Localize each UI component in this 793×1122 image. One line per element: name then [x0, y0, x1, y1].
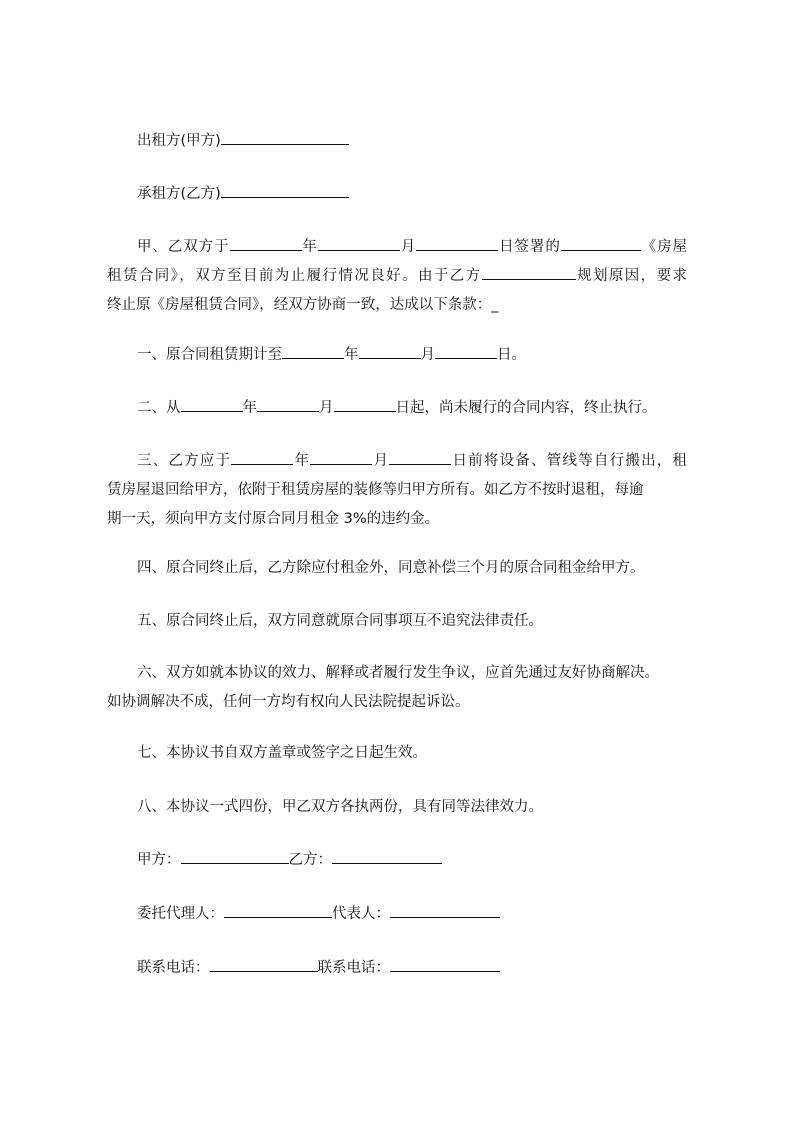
year-blank — [181, 410, 243, 412]
day-blank — [389, 463, 451, 465]
clause-text: 月 — [319, 400, 334, 416]
date-month-blank — [318, 249, 400, 251]
lessee-line — [137, 184, 793, 204]
rep-blank — [390, 916, 500, 918]
intro-text: 规划原因，要求 — [575, 268, 688, 284]
lessor-label: 出租方(甲方) — [137, 133, 221, 149]
lessee-blank — [221, 196, 349, 198]
clause-6-line-1: 六、双方如就本协议的效力、解释或者履行发生争议，应首先通过友好协商解决。 — [137, 665, 659, 681]
clause-7: 七、本协议书自双方盖章或签字之日起生效。 — [137, 745, 427, 761]
party-b-blank — [332, 862, 442, 864]
phone-label-2: 联系电话： — [317, 960, 390, 976]
clause-4: 四、原合同终止后，乙方除应付租金外，同意补偿三个月的原合同租金给甲方。 — [137, 560, 645, 576]
month-blank — [310, 463, 372, 465]
day-blank — [435, 357, 497, 359]
clause-6-line-2: 如协调解决不成，任何一方均有权向人民法院提起诉讼。 — [107, 694, 470, 710]
year-blank — [231, 463, 293, 465]
clause-text: 日前将设备、管线等自行搬出，租 — [451, 453, 688, 469]
phone-blank-2 — [390, 970, 500, 972]
party-blank — [561, 249, 641, 251]
clause-3-line-2: 赁房屋退回给甲方，依附于租赁房屋的装修等归甲方所有。如乙方不按时退租，每逾 — [107, 482, 644, 498]
month-blank — [359, 357, 421, 359]
intro-line-3: 终止原《房屋租赁合同》，经双方协商一致，达成以下条款：_ — [107, 297, 499, 313]
lessor-blank — [221, 143, 349, 145]
agent-label: 委托代理人： — [137, 906, 224, 922]
party-a-label: 甲方： — [137, 852, 181, 868]
clause-1 — [137, 345, 793, 365]
party-b-label: 乙方： — [288, 852, 332, 868]
lessor-line — [137, 131, 793, 151]
clause-text: 月 — [372, 453, 390, 469]
clause-text: 年 — [242, 400, 257, 416]
phone-blank-1 — [210, 970, 318, 972]
clause-5: 五、原合同终止后，双方同意就原合同事项互不追究法律责任。 — [137, 613, 543, 629]
clause-text: 三、乙方应于 — [137, 453, 232, 469]
reason-blank — [482, 278, 576, 280]
year-blank — [282, 357, 344, 359]
intro-text: 《房屋 — [640, 239, 688, 255]
rep-label: 代表人： — [332, 906, 390, 922]
date-year-blank — [230, 249, 302, 251]
intro-line-2 — [107, 266, 687, 286]
intro-text: 甲、乙双方于 — [137, 239, 230, 255]
intro-text: 年 — [301, 239, 318, 255]
clause-3-line-1 — [137, 451, 687, 471]
clause-3-line-3: 期一天，须向甲方支付原合同月租金 3%的违约金。 — [107, 511, 440, 527]
clause-2 — [137, 398, 793, 418]
phone-label-1: 联系电话： — [137, 960, 210, 976]
intro-line-1 — [137, 237, 687, 257]
clause-text: 日起，尚未履行的合同内容，终止执行。 — [395, 400, 657, 416]
agent-blank — [224, 916, 332, 918]
date-day-blank — [416, 249, 498, 251]
intro-text: 月 — [399, 239, 417, 255]
month-blank — [257, 410, 319, 412]
clause-text: 二、从 — [137, 400, 181, 416]
day-blank — [334, 410, 396, 412]
clause-8: 八、本协议一式四份，甲乙双方各执两份，具有同等法律效力。 — [137, 799, 543, 815]
intro-text: 日签署的 — [498, 239, 561, 255]
clause-text: 月 — [420, 347, 435, 363]
clause-text: 年 — [344, 347, 359, 363]
party-signature-line — [137, 850, 793, 870]
clause-text: 年 — [293, 453, 311, 469]
phone-line — [137, 958, 793, 978]
party-a-blank — [181, 862, 289, 864]
agent-line — [137, 904, 793, 924]
intro-text: 租赁合同》，双方至目前为止履行情况良好。由于乙方 — [107, 268, 482, 284]
clause-text: 一、原合同租赁期计至 — [137, 347, 282, 363]
lessee-label: 承租方(乙方) — [137, 186, 221, 202]
clause-text: 日。 — [497, 347, 526, 363]
